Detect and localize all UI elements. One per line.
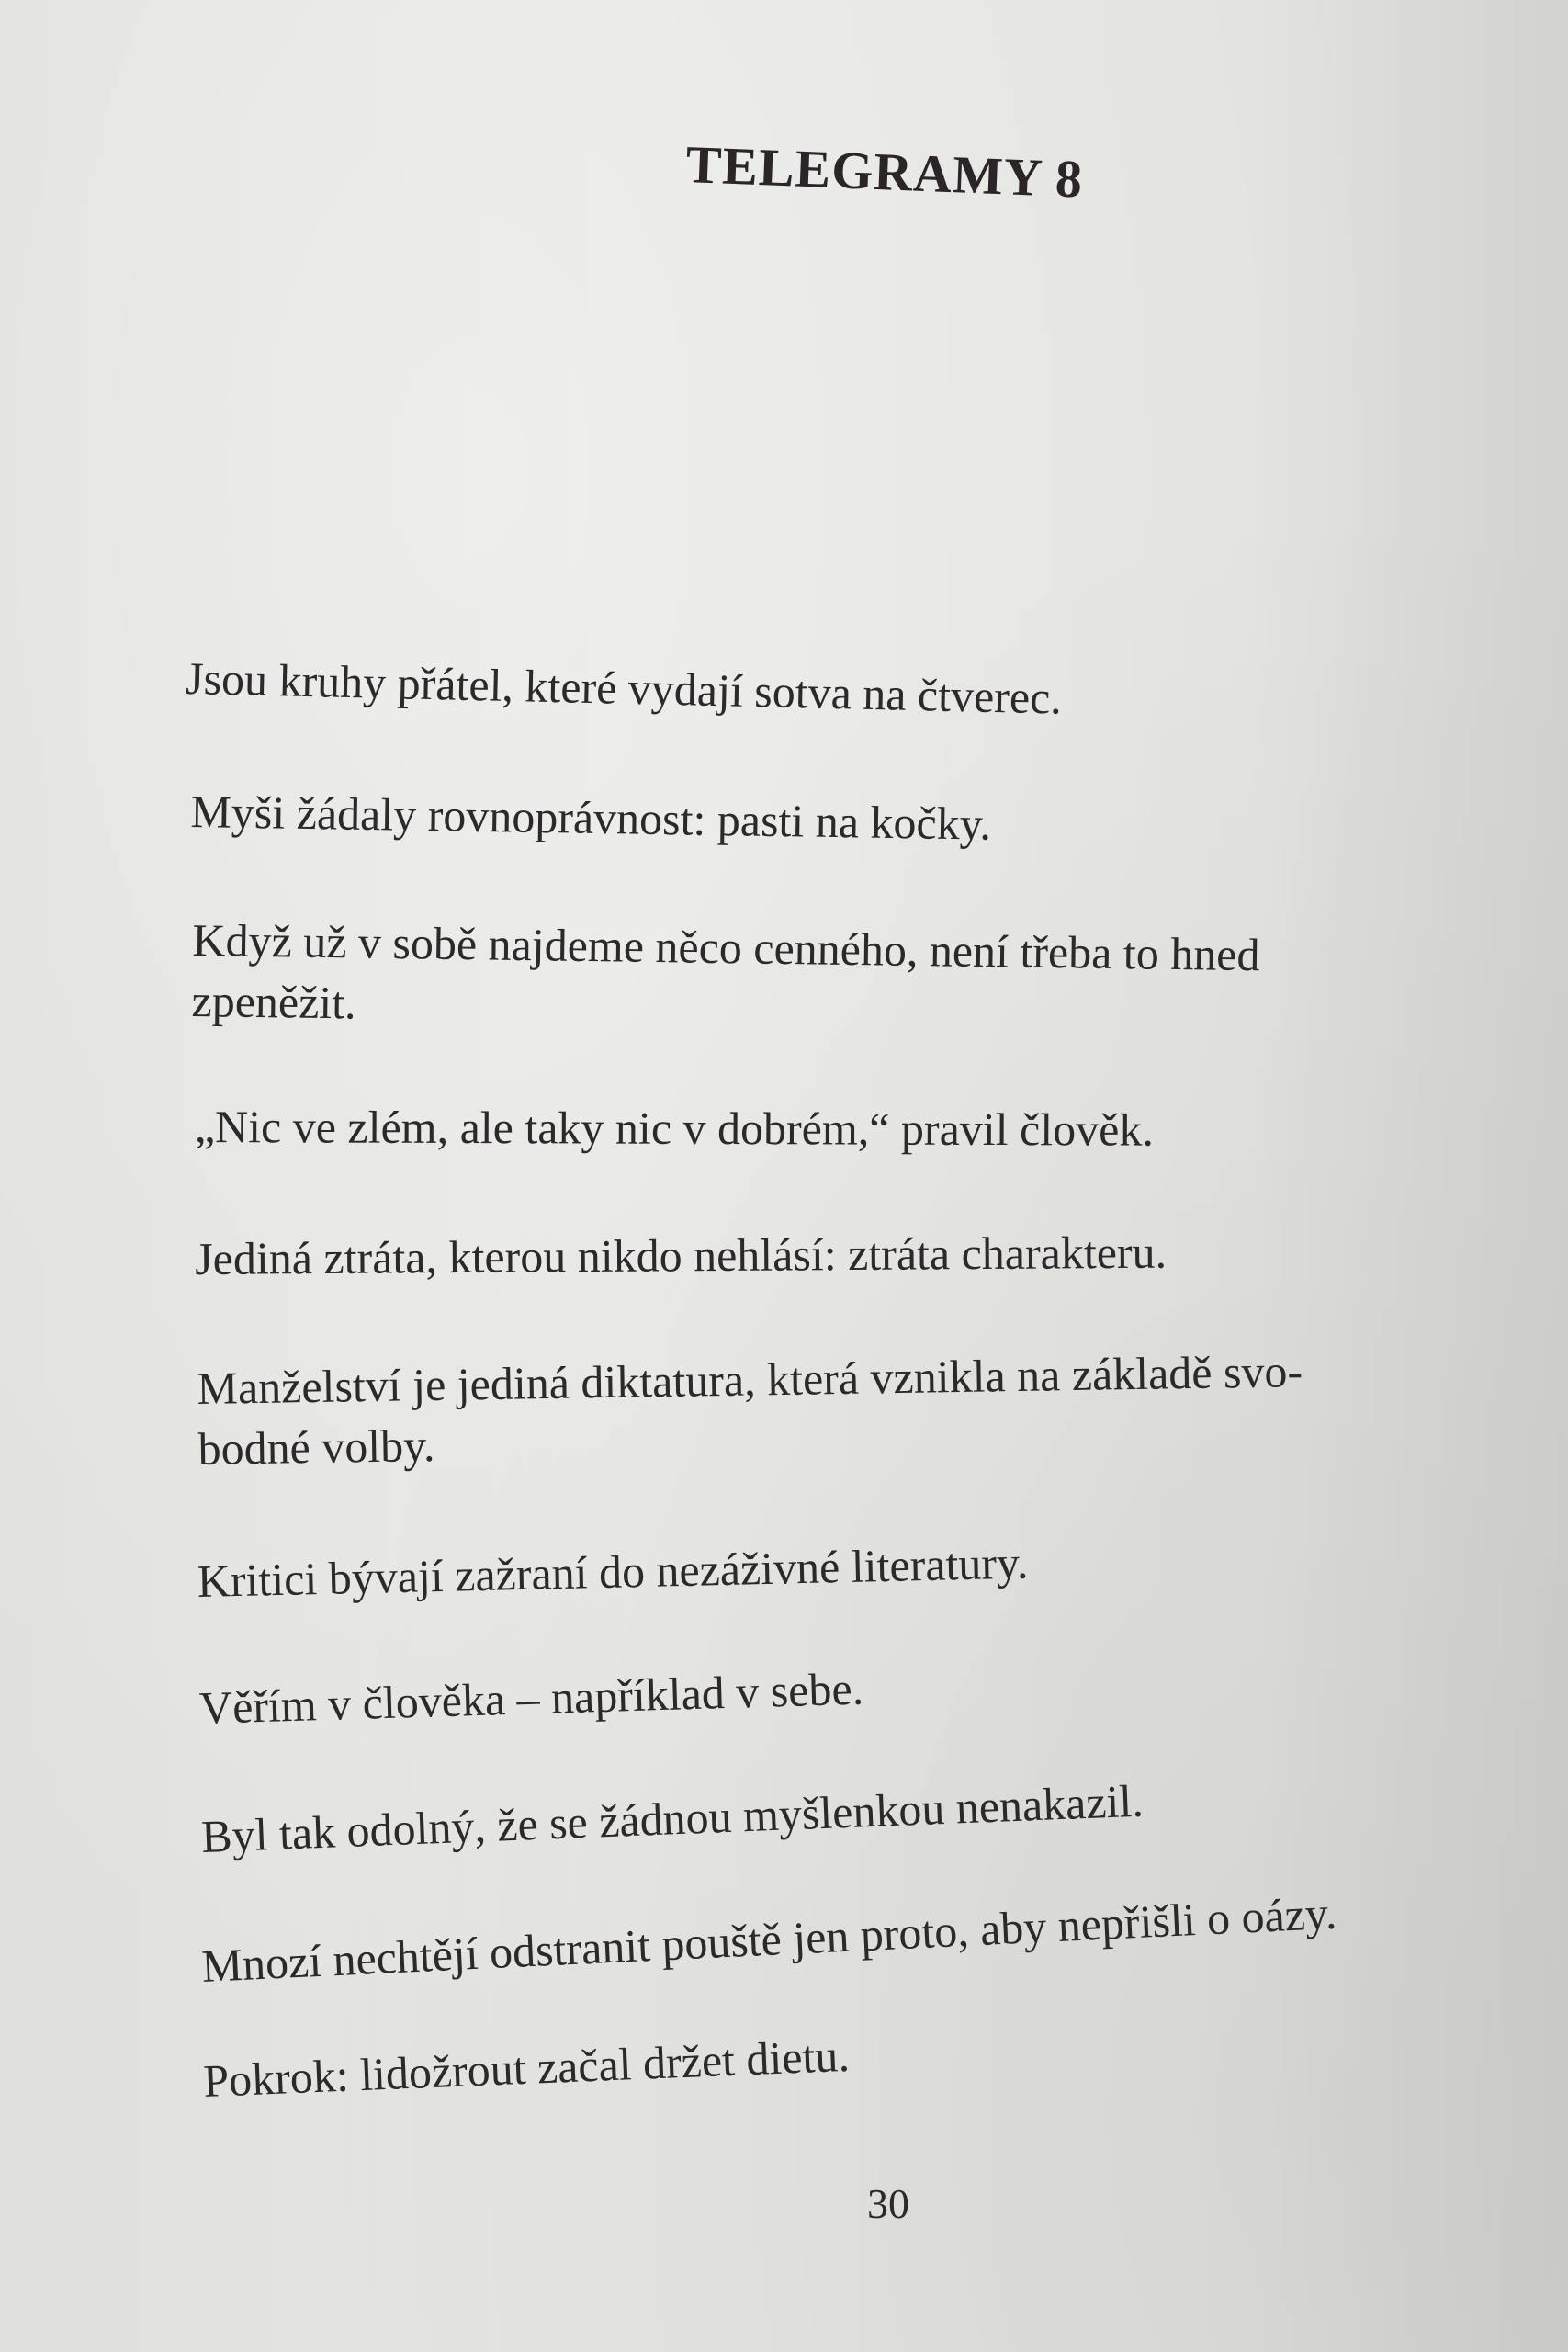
- page-number: 30: [867, 2180, 909, 2227]
- aphorism-line: Manželství je jediná diktatura, která vznikla na základě svo-: [197, 1345, 1303, 1414]
- aphorism-line: Byl tak odolný, že se žádnou myšlenkou nenakazil.: [200, 1774, 1145, 1862]
- aphorism-4: [195, 1096, 1154, 1160]
- aphorism-8: [198, 1658, 864, 1738]
- aphorism-line: Pokrok: lidožrout začal držet dietu.: [202, 2029, 851, 2107]
- aphorism-7: [197, 1532, 1029, 1611]
- aphorism-line: „Nic ve zlém, ale taky nic v dobrém,“ pravil člověk.: [194, 1101, 1155, 1156]
- aphorism-10: [200, 1883, 1337, 1996]
- aphorism-6: [197, 1340, 1304, 1479]
- aphorism-line: Kritici bývají zažraní do nezáživné literatury.: [197, 1536, 1029, 1607]
- aphorism-3: [191, 910, 1260, 1046]
- aphorism-line: Jediná ztráta, kterou nikdo nehlásí: ztráta charakteru.: [195, 1226, 1168, 1284]
- aphorism-line: Myši žádaly rovnoprávnost: pasti na kočky.: [190, 785, 992, 850]
- aphorism-line: Věřím v člověka – například v sebe.: [198, 1662, 864, 1734]
- aphorism-line: Když už v sobě najdeme něco cenného, není třeba to hned: [192, 913, 1260, 981]
- aphorism-line: Mnozí nechtějí odstranit pouště jen proto, aby nepřišli o oázy.: [200, 1886, 1338, 1992]
- aphorism-11: [202, 2025, 851, 2111]
- aphorism-1: [186, 648, 1063, 729]
- aphorism-line: zpeněžit.: [191, 974, 357, 1029]
- aphorism-9: [200, 1770, 1145, 1867]
- page-title: TELEGRAMY 8: [684, 133, 1085, 209]
- aphorism-line: bodné volby.: [197, 1419, 435, 1475]
- aphorism-5: [195, 1222, 1167, 1289]
- aphorism-line: Jsou kruhy přátel, které vydají sotva na čtverec.: [185, 651, 1063, 724]
- aphorism-2: [190, 781, 992, 854]
